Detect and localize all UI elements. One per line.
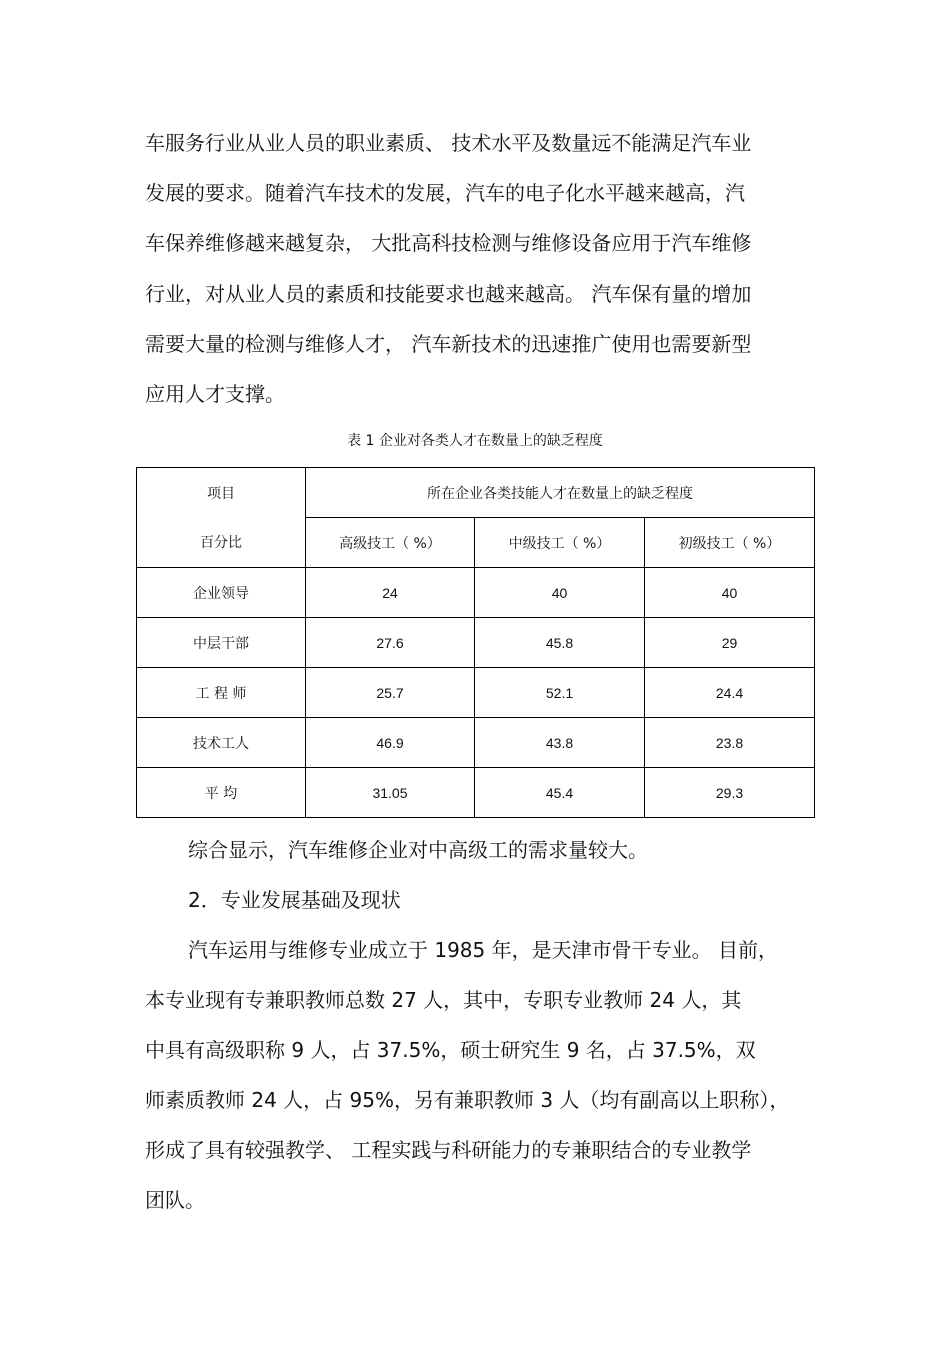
paragraph-line: 车服务行业从业人员的职业素质、 技术水平及数量远不能满足汽车业 [145,131,752,155]
table-cell: 46.9 [306,718,475,768]
row-label: 平 均 [137,768,306,818]
table-cell: 29.3 [645,768,815,818]
table-header-row [137,468,815,518]
table-row [137,718,815,768]
column-header: 初级技工（ %） [645,518,815,568]
table-cell: 52.1 [475,668,645,718]
paragraph-line: 形成了具有较强教学、 工程实践与科研能力的专兼职结合的专业教学 [145,1138,752,1162]
table-caption: 表 1 企业对各类人才在数量上的缺乏程度 [347,433,603,449]
paragraph-line: 需要大量的检测与维修人才， 汽车新技术的迅速推广使用也需要新型 [145,332,752,356]
table-row [137,668,815,718]
header-percent-cell: 百分比 [137,518,306,568]
table-row [137,768,815,818]
table-cell: 31.05 [306,768,475,818]
table-cell: 25.7 [306,668,475,718]
table-cell: 24 [306,568,475,618]
paragraph-line: 本专业现有专兼职教师总数 27 人，其中，专职专业教师 24 人，其 [145,988,742,1012]
header-item-cell: 项目 [137,468,306,518]
paragraph-line: 师素质教师 24 人，占 95%，另有兼职教师 3 人（均有副高以上职称）， [145,1088,790,1112]
row-label: 工 程 师 [137,668,306,718]
row-label: 技术工人 [137,718,306,768]
paragraph-line: 团队。 [145,1188,205,1212]
paragraph-line: 中具有高级职称 9 人，占 37.5%，硕士研究生 9 名，占 37.5%，双 [145,1038,756,1062]
section-heading: 2．专业发展基础及现状 [188,888,401,912]
paragraph-line: 应用人才支撑。 [145,382,285,406]
paragraph-line: 车保养维修越来越复杂， 大批高科技检测与维修设备应用于汽车维修 [145,231,752,255]
table-cell: 45.4 [475,768,645,818]
paragraph-line: 汽车运用与维修专业成立于 1985 年，是天津市骨干专业。 目前， [188,938,778,962]
summary-text: 综合显示，汽车维修企业对中高级工的需求量较大。 [188,838,648,862]
table-cell: 24.4 [645,668,815,718]
column-header: 中级技工（ %） [475,518,645,568]
table-cell: 43.8 [475,718,645,768]
table-cell: 23.8 [645,718,815,768]
table-cell: 45.8 [475,618,645,668]
table-cell: 29 [645,618,815,668]
header-group-cell: 所在企业各类技能人才在数量上的缺乏程度 [306,468,815,518]
row-label: 中层干部 [137,618,306,668]
row-label: 企业领导 [137,568,306,618]
column-header: 高级技工（ %） [306,518,475,568]
table-row [137,618,815,668]
paragraph-line: 行业，对从业人员的素质和技能要求也越来越高。 汽车保有量的增加 [145,282,752,306]
shortage-table [136,467,815,818]
table-cell: 40 [645,568,815,618]
table-cell: 27.6 [306,618,475,668]
table-subheader-row [137,518,815,568]
paragraph-line: 发展的要求。随着汽车技术的发展，汽车的电子化水平越来越高，汽 [145,181,745,205]
table-row [137,568,815,618]
table-cell: 40 [475,568,645,618]
